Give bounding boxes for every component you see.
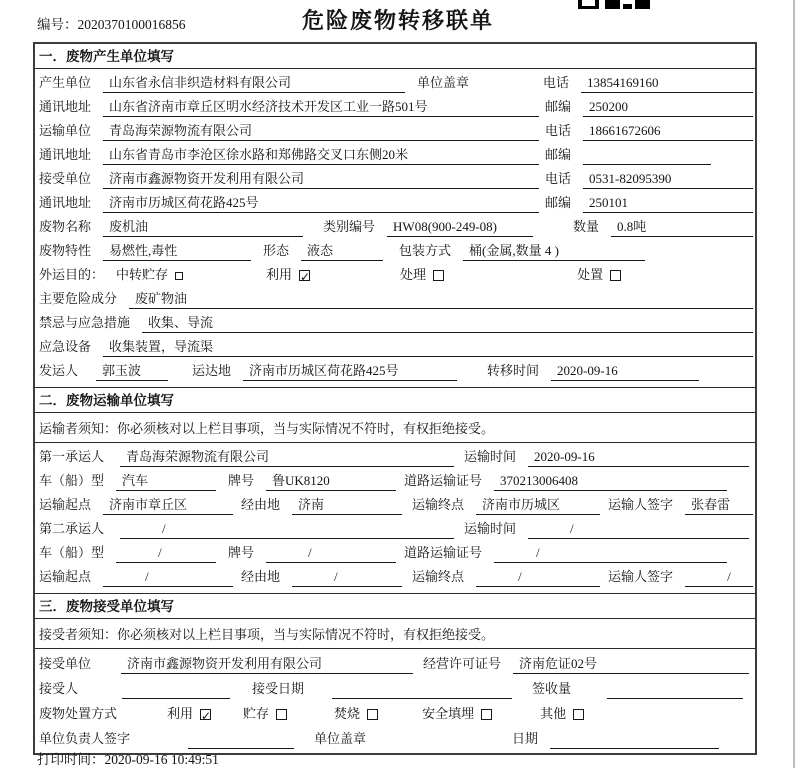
via-place-1-label: 经由地 [241, 497, 281, 512]
form-row [35, 724, 755, 749]
waste-name-label: 废物名称 [39, 219, 92, 234]
destination-value: 济南市历城区荷花路425号 [243, 361, 457, 381]
receiver-phone-value: 0531-82095390 [583, 169, 753, 189]
section-3 [35, 593, 755, 753]
disposal-incinerate-checkbox [334, 704, 378, 724]
waste-name-value: 废机油 [103, 217, 303, 237]
transfer-storage-checkbox-label: 中转贮存 [116, 267, 169, 282]
transport-time-1-value: 2020-09-16 [528, 447, 749, 467]
treatment-checkbox-label: 处理 [400, 267, 427, 282]
transport-origin-1-label: 运输起点 [39, 497, 92, 512]
contraindication-emergency-measures-value: 收集、导流 [142, 313, 753, 333]
receiver-postcode-value: 250101 [583, 193, 753, 213]
checkbox-box [610, 270, 621, 281]
producer-unit-label: 产生单位 [39, 75, 92, 90]
disposal-utilize-checkbox [167, 704, 211, 724]
plate-number-1-label: 牌号 [228, 473, 255, 488]
road-transport-cert-1-value: 370213006408 [494, 471, 727, 491]
form-row [35, 309, 755, 333]
first-carrier-value: 青岛海荣源物流有限公司 [120, 447, 454, 467]
section-2 [35, 387, 755, 593]
form-row [35, 69, 755, 93]
vehicle-type-2-value: / [116, 543, 216, 563]
transport-time-2-label: 运输时间 [464, 521, 517, 536]
receiver-address-value: 济南市历城区荷花路425号 [103, 193, 539, 213]
form-row [35, 117, 755, 141]
transfer-date-label: 转移时间 [487, 363, 540, 378]
form-row [35, 674, 755, 699]
print-time-label: 打印时间： [37, 752, 105, 767]
print-time-value: 2020-09-16 10:49:51 [104, 752, 219, 767]
form-row [35, 443, 755, 467]
road-transport-cert-2-value: / [494, 543, 727, 563]
checkbox-box [299, 269, 311, 284]
transport-origin-2-value: / [103, 567, 233, 587]
first-carrier-label: 第一承运人 [39, 449, 105, 464]
main-hazard-component-label: 主要危险成分 [39, 291, 118, 306]
transfer-date-value: 2020-09-16 [551, 361, 699, 381]
form-row [35, 563, 755, 587]
section-note: 运输者须知：你必须核对以上栏目事项，当与实际情况不符时，有权拒绝接受。 [35, 413, 755, 443]
vehicle-type-1-value: 汽车 [116, 471, 216, 491]
checkbox-box [276, 709, 287, 720]
quantity-value: 0.8吨 [611, 217, 753, 237]
checkbox-box [573, 709, 584, 720]
second-carrier-label: 第二承运人 [39, 521, 105, 536]
serial-label: 编号： [37, 17, 78, 32]
check-icon: ✓ [201, 708, 212, 723]
form-row [35, 237, 755, 261]
disposal-checkbox-label: 处置 [577, 267, 604, 282]
received-quantity-label: 签收量 [532, 681, 572, 696]
section-note: 接受者须知：你必须核对以上栏目事项，当与实际情况不符时，有权拒绝接受。 [35, 619, 755, 649]
transport-postcode-label: 邮编 [545, 147, 572, 162]
category-code-value: HW08(900-249-08) [387, 217, 533, 237]
receiver-unit-seal-label: 单位盖章 [314, 731, 367, 746]
destination-label: 运达地 [192, 363, 232, 378]
form-row [35, 165, 755, 189]
producer-address-label: 通讯地址 [39, 99, 92, 114]
business-license-no-value: 济南危证02号 [513, 654, 749, 674]
packaging-value: 桶(金属,数量 4 ) [463, 241, 645, 261]
form-state-label: 形态 [263, 243, 290, 258]
transport-unit-value: 青岛海荣源物流有限公司 [103, 121, 539, 141]
vehicle-type-2-label: 车（船）型 [39, 545, 105, 560]
producer-postcode-label: 邮编 [545, 99, 572, 114]
disposal-other-checkbox-label: 其他 [540, 706, 567, 721]
form-row [35, 467, 755, 491]
form-row [35, 141, 755, 165]
transport-phone-value: 18661672606 [583, 121, 753, 141]
section-1 [35, 44, 755, 387]
form-row [35, 189, 755, 213]
section-header: 三．废物接受单位填写 [35, 593, 755, 619]
plate-number-2-label: 牌号 [228, 545, 255, 560]
consignor-label: 发运人 [39, 363, 79, 378]
receiver-postcode-label: 邮编 [545, 195, 572, 210]
packaging-label: 包装方式 [399, 243, 452, 258]
waste-disposal-method-label: 废物处置方式 [39, 706, 118, 721]
vehicle-type-1-label: 车（船）型 [39, 473, 105, 488]
unit-seal-label: 单位盖章 [417, 75, 470, 90]
waste-characteristics-label: 废物特性 [39, 243, 92, 258]
checkbox-box [433, 270, 444, 281]
print-time-row [37, 748, 219, 768]
receiver-unit-label: 接受单位 [39, 171, 92, 186]
disposal-checkbox [577, 265, 621, 285]
disposal-incinerate-checkbox-label: 焚烧 [334, 706, 361, 721]
form-row [35, 357, 755, 381]
transporter-signature-1-label: 运输人签字 [608, 497, 674, 512]
transport-address-value: 山东省青岛市李沧区徐水路和郑佛路交叉口东侧20米 [103, 145, 539, 165]
utilize-checkbox-label: 利用 [266, 267, 293, 282]
section-header: 一．废物产生单位填写 [35, 44, 755, 69]
form-row [35, 649, 755, 674]
receive-sign-date-label: 日期 [512, 731, 539, 746]
received-quantity-value [607, 679, 743, 699]
producer-address-value: 山东省济南市章丘区明水经济技术开发区工业一路501号 [103, 97, 539, 117]
receiving-unit-label: 接受单位 [39, 656, 92, 671]
business-license-no-label: 经营许可证号 [423, 656, 502, 671]
transfer-storage-checkbox [116, 265, 183, 285]
outbound-purpose-label: 外运目的： [39, 267, 105, 282]
section-header: 二．废物运输单位填写 [35, 387, 755, 413]
receive-sign-date-value [550, 729, 719, 749]
form-row [35, 333, 755, 357]
plate-number-2-value: / [266, 543, 396, 563]
form-row [35, 699, 755, 724]
main-hazard-component-value: 废矿物油 [129, 289, 753, 309]
form-state-value: 液态 [301, 241, 383, 261]
page-title: 危险废物转移联单 [301, 8, 494, 33]
transport-origin-2-label: 运输起点 [39, 569, 92, 584]
form-row [35, 93, 755, 117]
page-right-border [793, 0, 795, 768]
consignor-value: 郭玉波 [96, 361, 168, 381]
transport-end-2-value: / [476, 567, 600, 587]
category-code-label: 类别编号 [323, 219, 376, 234]
transport-end-1-label: 运输终点 [412, 497, 465, 512]
transport-unit-label: 运输单位 [39, 123, 92, 138]
road-transport-cert-1-label: 道路运输证号 [404, 473, 483, 488]
form-row [35, 491, 755, 515]
form-row [35, 213, 755, 237]
producer-phone-label: 电话 [543, 75, 570, 90]
transporter-signature-2-value: / [685, 567, 753, 587]
transporter-signature-2-label: 运输人签字 [608, 569, 674, 584]
plate-number-1-value: 鲁UK8120 [266, 471, 396, 491]
receiver-phone-label: 电话 [545, 171, 572, 186]
manifest-form [33, 42, 757, 755]
transporter-signature-1-value: 张春雷 [685, 495, 753, 515]
checkbox-box [175, 272, 183, 280]
via-place-1-value: 济南 [292, 495, 402, 515]
emergency-equipment-value: 收集装置，导流渠 [103, 337, 753, 357]
responsible-signature-label: 单位负责人签字 [39, 731, 131, 746]
emergency-equipment-label: 应急设备 [39, 339, 92, 354]
transport-origin-1-value: 济南市章丘区 [103, 495, 233, 515]
transport-end-2-label: 运输终点 [412, 569, 465, 584]
responsible-signature-value [188, 729, 294, 749]
transport-postcode-value [583, 145, 711, 165]
checkbox-box [481, 709, 492, 720]
receiver-person-value [122, 679, 230, 699]
disposal-storage-checkbox [243, 704, 287, 724]
transport-end-1-value: 济南市历城区 [476, 495, 600, 515]
transport-time-2-value: / [528, 519, 749, 539]
checkbox-box [367, 709, 378, 720]
contraindication-emergency-measures-label: 禁忌与应急措施 [39, 315, 131, 330]
road-transport-cert-2-label: 道路运输证号 [404, 545, 483, 560]
form-row [35, 285, 755, 309]
transport-time-1-label: 运输时间 [464, 449, 517, 464]
receive-date-value [332, 679, 512, 699]
second-carrier-value: / [120, 519, 454, 539]
receiver-address-label: 通讯地址 [39, 195, 92, 210]
via-place-2-value: / [292, 567, 402, 587]
checkbox-box [200, 708, 212, 723]
receive-date-label: 接受日期 [252, 681, 305, 696]
form-row [35, 515, 755, 539]
disposal-storage-checkbox-label: 贮存 [243, 706, 270, 721]
serial-number: 2020370100016856 [77, 17, 186, 32]
transport-phone-label: 电话 [545, 123, 572, 138]
form-row [35, 261, 755, 285]
check-icon: ✓ [300, 269, 311, 284]
treatment-checkbox [400, 265, 444, 285]
disposal-utilize-checkbox-label: 利用 [167, 706, 194, 721]
receiver-unit-value: 济南市鑫源物资开发利用有限公司 [103, 169, 539, 189]
form-row [35, 539, 755, 563]
utilize-checkbox [266, 265, 310, 285]
disposal-landfill-checkbox-label: 安全填埋 [422, 706, 475, 721]
producer-phone-value: 13854169160 [581, 73, 753, 93]
producer-postcode-value: 250200 [583, 97, 753, 117]
disposal-other-checkbox [540, 704, 584, 724]
receiver-person-label: 接受人 [39, 681, 79, 696]
via-place-2-label: 经由地 [241, 569, 281, 584]
transport-address-label: 通讯地址 [39, 147, 92, 162]
disposal-landfill-checkbox [422, 704, 492, 724]
producer-unit-value: 山东省永信非织造材料有限公司 [103, 73, 405, 93]
waste-characteristics-value: 易燃性,毒性 [103, 241, 251, 261]
quantity-label: 数量 [573, 219, 600, 234]
receiving-unit-value: 济南市鑫源物资开发利用有限公司 [121, 654, 413, 674]
